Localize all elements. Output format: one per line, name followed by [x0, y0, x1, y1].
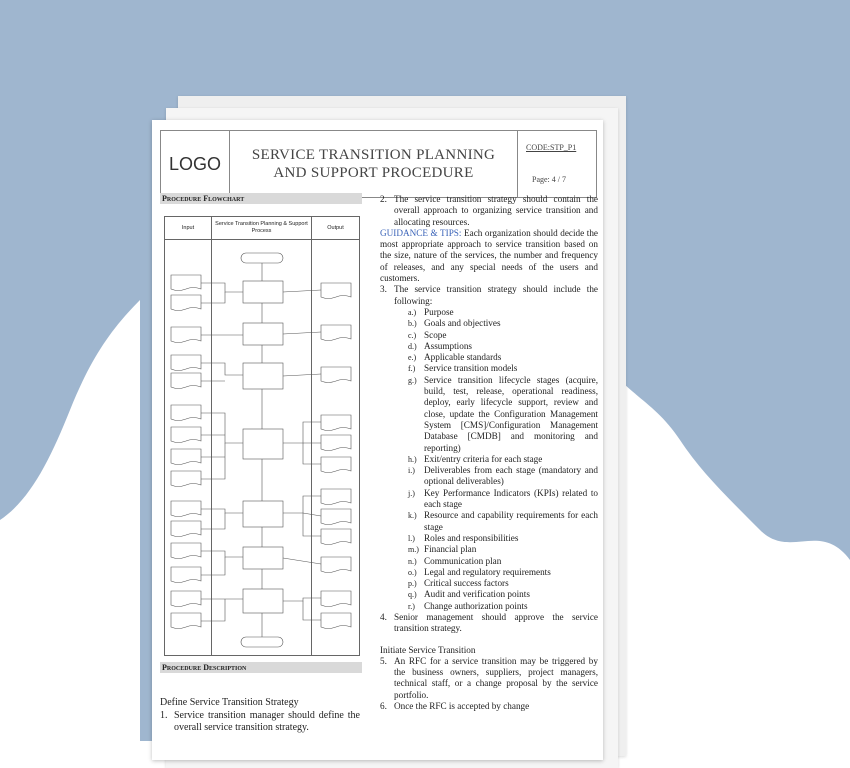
flowchart-diagram [165, 217, 359, 655]
item-text: The service transition strategy should include the following: [394, 284, 598, 306]
list-item-5 [380, 656, 598, 701]
sub-item-text: Roles and responsibilities [424, 532, 519, 543]
sub-item-number: g.) [408, 375, 417, 385]
sub-item-text: Exit/entry criteria for each stage [424, 453, 543, 464]
item-number: 1. [160, 710, 168, 721]
sub-item-text: Applicable standards [424, 352, 502, 363]
sub-item-number: d.) [408, 341, 417, 351]
sub-item-text: Audit and verification points [424, 589, 530, 600]
guidance-tips-label: GUIDANCE & TIPS: [380, 227, 462, 238]
sub-item-text: Goals and objectives [424, 318, 501, 329]
lane-output-header: Output [312, 217, 359, 240]
right-column-text [380, 194, 598, 712]
lane-input-header: Input [165, 217, 211, 240]
item-text: Service transition manager should define the overall service transition strategy. [174, 710, 360, 733]
sub-item-number: i.) [408, 466, 415, 476]
list-item [408, 318, 598, 329]
item-number: 2. [380, 194, 387, 204]
sub-item-text: Service transition models [424, 363, 518, 374]
lane-process-header: Service Transition Planning & Support Process [212, 217, 311, 240]
list-item [408, 510, 598, 533]
sub-item-number: e.) [408, 353, 417, 363]
sub-item-number: m.) [408, 545, 419, 555]
define-strategy-heading: Define Service Transition Strategy [160, 697, 299, 708]
sub-item-text: Key Performance Indicators (KPIs) related to each stage [424, 487, 598, 510]
sub-item-text: Critical success factors [424, 578, 509, 589]
sub-item-text: Financial plan [424, 544, 477, 555]
list-item [408, 465, 598, 488]
document-title: SERVICE TRANSITION PLANNING AND SUPPORT PROCEDURE [230, 131, 518, 197]
item-number: 5. [380, 655, 387, 666]
document-page [152, 120, 603, 760]
description-item-1 [160, 710, 360, 734]
list-item [408, 567, 598, 578]
list-item [408, 578, 598, 589]
sub-item-number: b.) [408, 319, 417, 329]
list-item [408, 341, 598, 352]
page-number: Page: 4 / 7 [532, 175, 566, 184]
sub-item-text: Deliverables from each stage (mandatory and optional deliverables) [424, 465, 598, 487]
sub-item-number: l.) [408, 533, 415, 543]
initiate-transition-heading: Initiate Service Transition [380, 644, 476, 655]
list-item [408, 363, 598, 374]
sub-item-text: Purpose [424, 306, 454, 317]
sub-item-number: o.) [408, 567, 417, 577]
list-item [408, 533, 598, 544]
sub-item-number: n.) [408, 556, 417, 566]
guidance-tips-text: Each organization should decide the most appropriate approach to service transition based on the size, nature of the services, the number and frequency of releases, and any special needs of the users and customers. [380, 227, 598, 284]
sub-item-number: k.) [408, 511, 417, 521]
sub-item-number: p.) [408, 579, 417, 589]
description-section-title: Procedure Description [160, 662, 362, 673]
list-item [408, 544, 598, 555]
sub-item-number: h.) [408, 454, 417, 464]
document-code: CODE:STP_P1 [526, 143, 577, 152]
item-text: Once the RFC is accepted by change [394, 701, 530, 712]
list-item [408, 330, 598, 341]
sub-item-list [380, 307, 598, 612]
item-text: An RFC for a service transition may be triggered by the business owners, suppliers, project managers, technical staff, or a change proposal by the service portfolio. [394, 655, 598, 700]
list-item [408, 488, 598, 511]
document-header [160, 130, 597, 198]
list-item [408, 352, 598, 363]
sub-item-text: Resource and capability requirements for each stage [424, 510, 598, 532]
list-item-4 [380, 612, 598, 635]
list-item-2 [380, 194, 598, 228]
guidance-tips [380, 228, 598, 284]
list-item-3 [380, 284, 598, 307]
sub-item-text: Legal and regulatory requirements [424, 566, 551, 577]
sub-item-number: a.) [408, 307, 417, 317]
flowchart-section-title: Procedure Flowchart [160, 193, 362, 204]
sub-item-text: Assumptions [424, 340, 472, 351]
sub-item-number: q.) [408, 590, 417, 600]
flowchart [164, 216, 360, 656]
sub-item-text: Communication plan [424, 555, 502, 566]
item-text: The service transition strategy should contain the overall approach to organizing service transition and allocating resources. [394, 194, 598, 227]
item-number: 4. [380, 611, 387, 622]
item-number: 3. [380, 284, 387, 295]
list-item [408, 375, 598, 454]
logo: LOGO [161, 131, 230, 197]
sub-item-text: Service transition lifecycle stages (acquire, build, test, release, operational readiness, deploy, early lifecycle support, review and close, update the Configuration Management System [CMS]/Configuration Management Database [CMDB] and monitoring and reporting) [424, 374, 598, 453]
sub-item-number: r.) [408, 601, 415, 611]
item-text: Senior management should approve the service transition strategy. [394, 611, 598, 634]
list-item [408, 589, 598, 600]
list-item [408, 307, 598, 318]
sub-item-number: j.) [408, 488, 415, 498]
sub-item-number: c.) [408, 330, 417, 340]
sub-item-text: Change authorization points [424, 600, 528, 611]
sub-item-text: Scope [424, 329, 447, 340]
sub-item-number: f.) [408, 364, 416, 374]
item-number: 6. [380, 701, 387, 712]
list-item-6 [380, 701, 598, 712]
document-meta [518, 131, 596, 197]
list-item [408, 601, 598, 612]
list-item [408, 556, 598, 567]
list-item [408, 454, 598, 465]
